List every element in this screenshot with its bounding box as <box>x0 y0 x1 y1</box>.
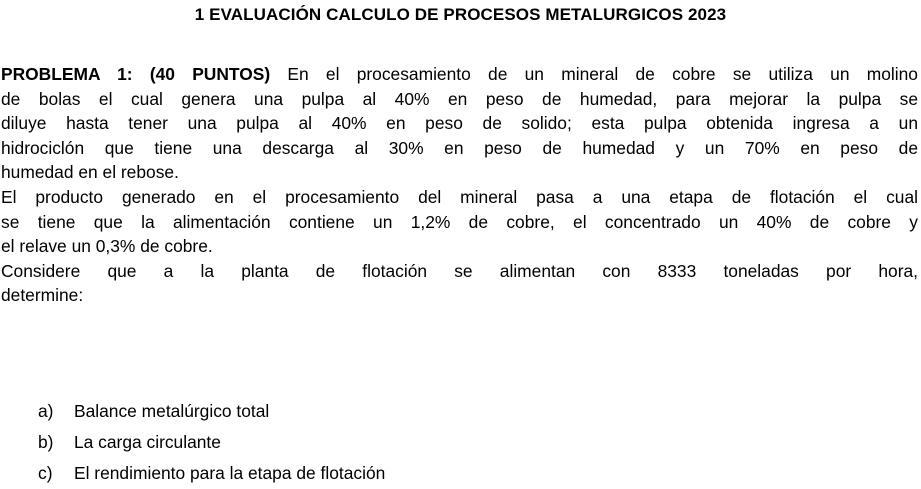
list-item <box>38 458 385 489</box>
problem-text-line: Considere que a la planta de flotación se alimentan con 8333 toneladas por hora, <box>1 260 918 281</box>
list-marker: c) <box>38 463 53 483</box>
problem-text-line: diluye hasta tener una pulpa al 40% en peso de solido; esta pulpa obtenida ingresa a un <box>1 113 918 134</box>
problem-text-line: el relave un 0,3% de cobre. <box>1 236 213 257</box>
page-title: 1 EVALUACIÓN CALCULO DE PROCESOS METALURGICOS 2023 <box>194 5 727 24</box>
question-list <box>38 396 385 489</box>
problem-text-line: determine: <box>1 285 84 306</box>
list-marker: b) <box>38 432 54 452</box>
list-item-text: El rendimiento para la etapa de flotación <box>74 463 386 483</box>
problem-line-1 <box>1 62 918 87</box>
list-item-text: Balance metalúrgico total <box>74 401 270 421</box>
problem-text-line: se tiene que la alimentación contiene un 1,2% de cobre, el concentrado un 40% de cobre y <box>1 211 918 232</box>
problem-heading: PROBLEMA 1: (40 PUNTOS) <box>1 64 271 84</box>
problem-body <box>1 62 918 308</box>
problem-text-line: El producto generado en el procesamiento del mineral pasa a una etapa de flotación el cual <box>1 186 918 207</box>
list-item <box>38 396 385 427</box>
list-item-text: La carga circulante <box>74 432 221 452</box>
problem-text-line: En el procesamiento de un mineral de cobre se utiliza un molino <box>287 64 918 84</box>
problem-text-line: de bolas el cual genera una pulpa al 40% en peso de humedad, para mejorar la pulpa se <box>1 88 918 109</box>
problem-text-line: humedad en el rebose. <box>1 162 179 183</box>
list-marker: a) <box>38 401 54 421</box>
problem-text-line: hidrociclón que tiene una descarga al 30% en peso de humedad y un 70% en peso de <box>1 137 918 158</box>
list-item <box>38 427 385 458</box>
